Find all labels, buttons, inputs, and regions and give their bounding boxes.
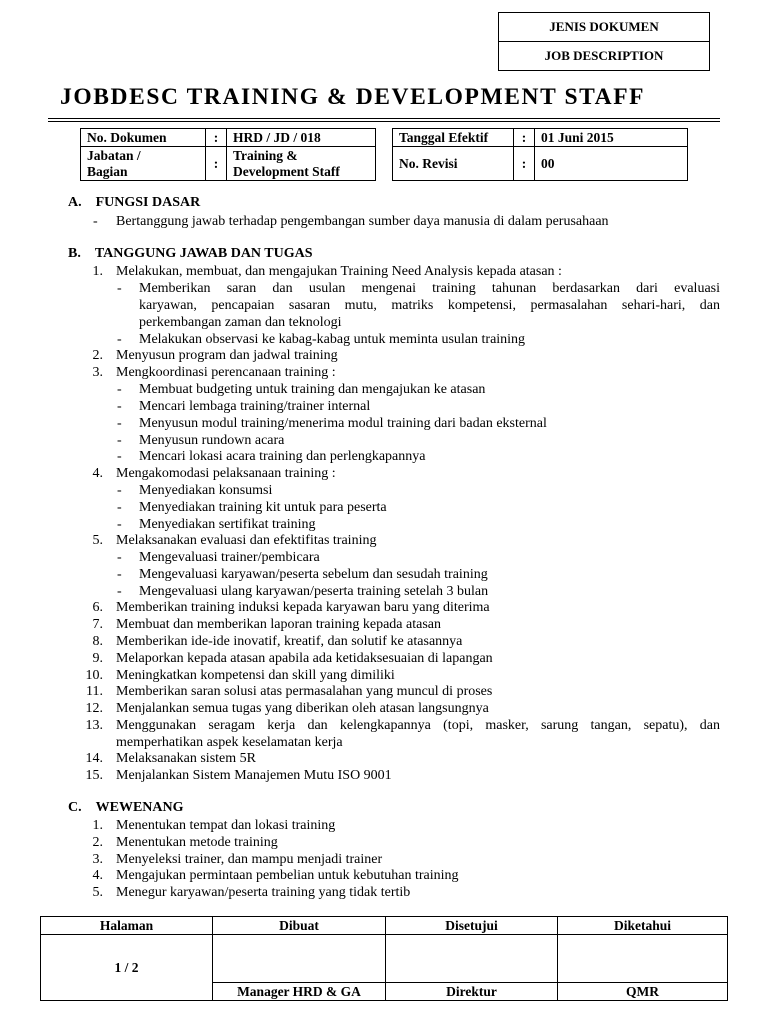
disetujui-role: Direktur [386,983,558,1001]
item-number: 8. [92,634,103,649]
jabatan-label-line2: Bagian [87,163,128,179]
tugas-item-10: Meningkatkan kompetensi dan skill yang dimiliki [116,668,395,683]
bullet-dash: - [117,416,122,431]
tugas-item-5-sub: Mengevaluasi karyawan/peserta sebelum dan sesudah training [139,567,488,582]
tugas-item-15: Menjalankan Sistem Manajemen Mutu ISO 9001 [116,768,392,783]
no-dokumen-label: No. Dokumen [81,129,206,147]
item-number: 2. [92,835,103,850]
bullet-dash: - [117,281,122,296]
diketahui-header: Diketahui [558,917,728,935]
tugas-item-13-line2: memperhatikan aspek keselamatan kerja [116,735,343,750]
item-number: 1. [92,818,103,833]
wewenang-item: Menegur karyawan/peserta training yang tidak tertib [116,885,411,900]
tugas-item-3-sub: Menyusun modul training/menerima modul training dari badan eksternal [139,416,547,431]
item-number: 10. [85,668,103,683]
item-number: 9. [92,651,103,666]
no-dokumen-value: HRD / JD / 018 [227,129,376,147]
wewenang-item: Menentukan tempat dan lokasi training [116,818,336,833]
jabatan-label-line1: Jabatan / [87,147,141,163]
tugas-item-8: Memberikan ide-ide inovatif, kreatif, dan solutif ke atasannya [116,634,463,649]
bullet-dash: - [117,433,122,448]
item-number: 4. [92,868,103,883]
tugas-item-7: Membuat dan memberikan laporan training kepada atasan [116,617,441,632]
no-revisi-value: 00 [535,147,688,181]
colon: : [206,129,227,147]
jabatan-label [81,147,206,181]
tugas-item-12: Menjalankan semua tugas yang diberikan oleh atasan langsungnya [116,701,489,716]
disetujui-signature-space [386,935,558,983]
item-number: 6. [92,600,103,615]
meta-table-left [80,128,376,181]
title-rule-bottom [48,121,720,122]
bullet-dash: - [117,584,122,599]
tugas-item-6: Memberikan training induksi kepada karyawan baru yang diterima [116,600,490,615]
wewenang-item: Mengajukan permintaan pembelian untuk kebutuhan training [116,868,459,883]
section-a-heading: A. FUNGSI DASAR [68,195,201,210]
tugas-item-4-sub: Menyediakan training kit untuk para peserta [139,500,387,515]
tugas-item-3-sub: Mencari lokasi acara training dan perlengkapannya [139,449,426,464]
colon: : [514,147,535,181]
tugas-item-13-line1: Menggunakan seragam kerja dan kelengkapannya (topi, masker, sarung tangan, sepatu), dan [116,718,720,733]
diketahui-signature-space [558,935,728,983]
bullet-dash: - [117,500,122,515]
document-type-box [498,12,710,71]
item-number: 5. [92,885,103,900]
halaman-header: Halaman [41,917,213,935]
tugas-item-2: Menyusun program dan jadwal training [116,348,338,363]
tugas-item-1-sub-1-line2: karyawan, pencapaian sasaran mutu, matriks kompetensi, permasalahan sehari-hari, dan [139,298,720,313]
item-number: 4. [92,466,103,481]
item-number: 1. [92,264,103,279]
tugas-item-4-sub: Menyediakan konsumsi [139,483,273,498]
tugas-item-5: Melaksanakan evaluasi dan efektifitas training [116,533,377,548]
colon: : [206,147,227,181]
item-number: 14. [85,751,103,766]
signature-table [40,916,728,1001]
bullet-dash: - [117,382,122,397]
tugas-item-14: Melaksanakan sistem 5R [116,751,256,766]
tugas-item-1: Melakukan, membuat, dan mengajukan Training Need Analysis kepada atasan : [116,264,562,279]
dibuat-role: Manager HRD & GA [213,983,386,1001]
section-b-heading: B. TANGGUNG JAWAB DAN TUGAS [68,246,313,261]
no-revisi-label: No. Revisi [393,147,514,181]
item-number: 15. [85,768,103,783]
bullet-dash: - [117,567,122,582]
wewenang-item: Menentukan metode training [116,835,278,850]
bullet-dash: - [117,449,122,464]
diketahui-role: QMR [558,983,728,1001]
tugas-item-9: Melaporkan kepada atasan apabila ada ketidaksesuaian di lapangan [116,651,493,666]
meta-table-right [392,128,688,181]
wewenang-item: Menyeleksi trainer, dan mampu menjadi trainer [116,852,383,867]
tugas-item-1-sub-2: Melakukan observasi ke kabag-kabag untuk meminta usulan training [139,332,526,347]
jabatan-value [227,147,376,181]
page-title: JOBDESC TRAINING & DEVELOPMENT STAFF [60,84,646,110]
bullet-dash: - [117,517,122,532]
item-number: 3. [92,365,103,380]
bullet-dash: - [93,214,98,229]
tugas-item-1-sub-1-line1: Memberikan saran dan usulan mengenai training tahunan berdasarkan dari evaluasi [139,281,720,296]
tugas-item-4-sub: Menyediakan sertifikat training [139,517,316,532]
item-number: 11. [86,684,103,699]
disetujui-header: Disetujui [386,917,558,935]
document-type-label: JENIS DOKUMEN [549,19,659,34]
tugas-item-3-sub: Menyusun rundown acara [139,433,285,448]
tugas-item-11: Memberikan saran solusi atas permasalahan yang muncul di proses [116,684,493,699]
item-number: 13. [85,718,103,733]
section-c-heading: C. WEWENANG [68,800,184,815]
tugas-item-3-sub: Mencari lembaga training/trainer internal [139,399,371,414]
tugas-item-4: Mengakomodasi pelaksanaan training : [116,466,336,481]
dibuat-signature-space [213,935,386,983]
jabatan-value-line2: Development Staff [233,163,340,179]
page-number: 1 / 2 [41,935,213,1001]
document-type-value: JOB DESCRIPTION [499,41,709,70]
bullet-dash: - [117,399,122,414]
tanggal-efektif-label: Tanggal Efektif [393,129,514,147]
item-number: 5. [92,533,103,548]
item-number: 3. [92,852,103,867]
dibuat-header: Dibuat [213,917,386,935]
item-number: 12. [85,701,103,716]
bullet-dash: - [117,550,122,565]
item-number: 7. [92,617,103,632]
tugas-item-3-sub: Membuat budgeting untuk training dan mengajukan ke atasan [139,382,486,397]
bullet-dash: - [117,483,122,498]
fungsi-dasar-item: Bertanggung jawab terhadap pengembangan sumber daya manusia di dalam perusahaan [116,214,609,229]
jabatan-value-line1: Training & [233,147,298,163]
tugas-item-3: Mengkoordinasi perencanaan training : [116,365,336,380]
colon: : [514,129,535,147]
tanggal-efektif-value: 01 Juni 2015 [535,129,688,147]
tugas-item-5-sub: Mengevaluasi trainer/pembicara [139,550,320,565]
tugas-item-1-sub-1-line3: perkembangan zaman dan teknologi [139,315,342,330]
item-number: 2. [92,348,103,363]
bullet-dash: - [117,332,122,347]
tugas-item-5-sub: Mengevaluasi ulang karyawan/peserta training setelah 3 bulan [139,584,489,599]
title-rule-top [48,118,720,119]
